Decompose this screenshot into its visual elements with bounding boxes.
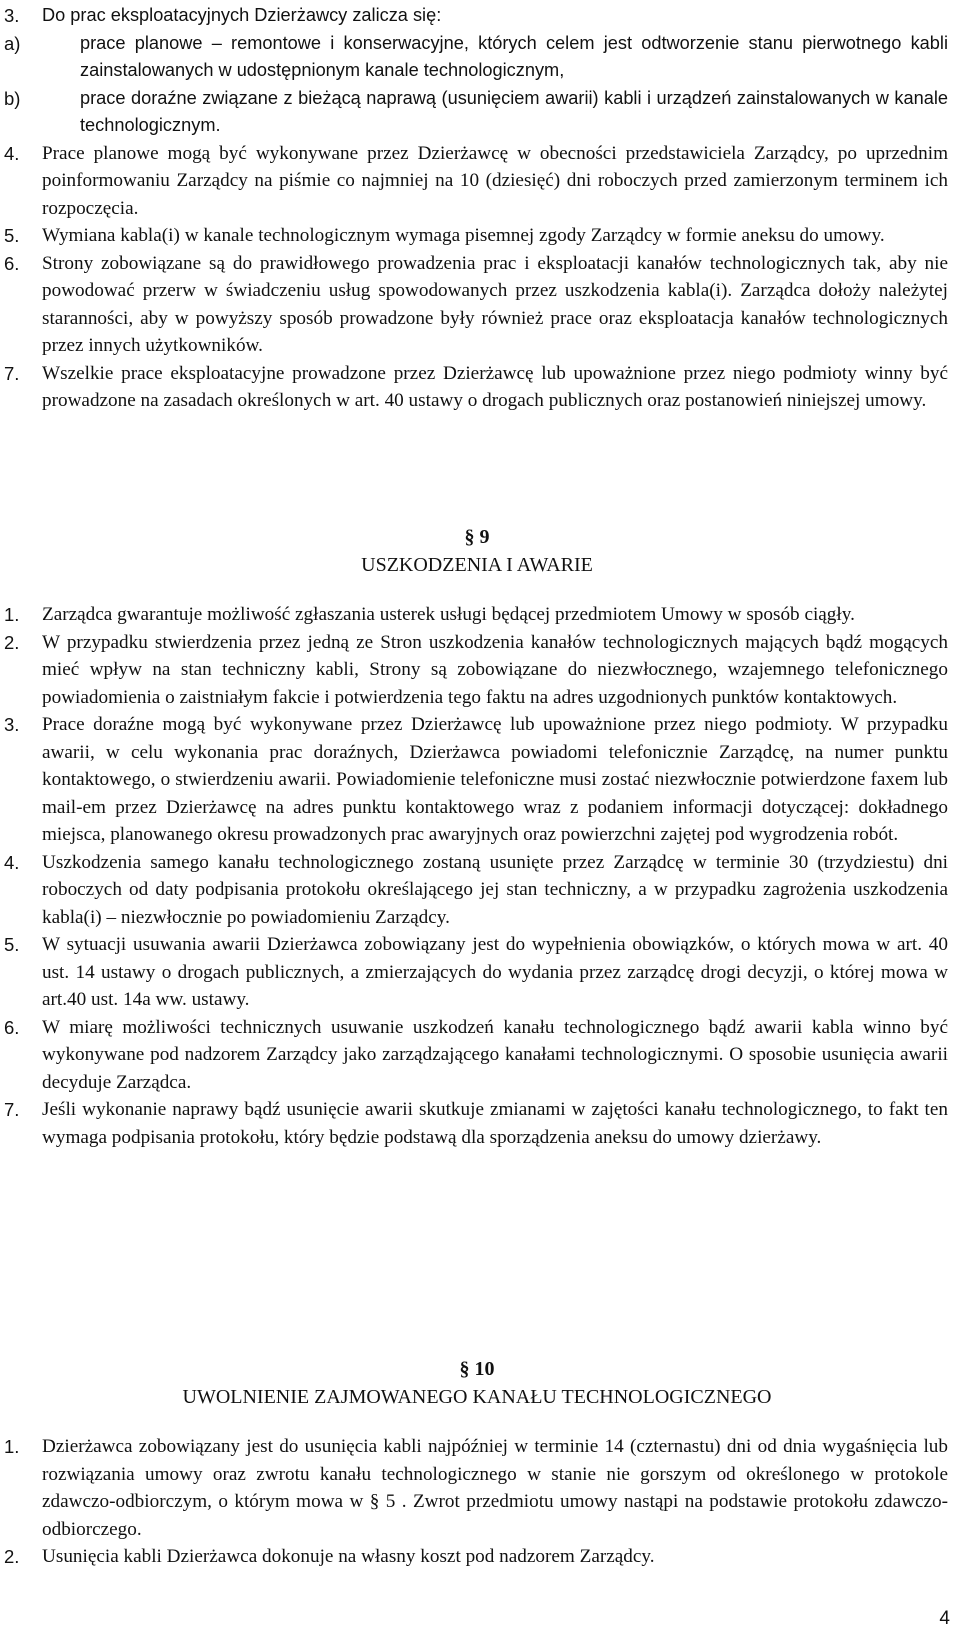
item-text: Wszelkie prace eksploatacyjne prowadzone przez Dzierżawcę lub upoważnione przez niego podmioty winny być prowadzone na zasadach określonych w art. 40 ustawy o drogach publicznych oraz postanowień niniejszej umowy. bbox=[42, 362, 948, 411]
list-item bbox=[0, 931, 954, 1014]
item-number: 1. bbox=[4, 1436, 20, 1457]
list-item bbox=[0, 140, 954, 223]
item-text: Uszkodzenia samego kanału technologicznego zostaną usunięte przez Zarządcę w terminie 30 (trzydziestu) dni roboczych od daty podpisania protokołu określającego jej stan techniczny, a w przypadku zagrożenia uszkodzenia kabla(i) – niezwłocznie po powiadomieniu Zarządcy. bbox=[42, 851, 948, 928]
section-8-continuation bbox=[0, 2, 954, 415]
item-number: 4. bbox=[4, 851, 20, 873]
list-item bbox=[0, 849, 954, 932]
sub-item-letter: b) bbox=[4, 87, 21, 109]
item-number: 3. bbox=[4, 5, 20, 26]
item-number: 1. bbox=[4, 604, 20, 625]
list-item bbox=[0, 2, 954, 140]
list-item bbox=[0, 1096, 954, 1151]
list-item bbox=[0, 360, 954, 415]
sub-item-text: prace planowe – remontowe i konserwacyjne, których celem jest odtworzenie stanu pierwotnego kabli zainstalowanych w udostępnionym kanale technologicznym, bbox=[80, 32, 948, 80]
sub-item-a bbox=[4, 30, 948, 85]
item-text: W przypadku stwierdzenia przez jedną ze Stron uszkodzenia kanałów technologicznych mających bądź mogących mieć wpływ na stan techniczny kabli, Strony są zobowiązane do niezwłocznego, wzajemnego telefonicznego powiadomienia o zaistniałym fakcie i potwierdzenia tego faktu na adres uzgodnionych punktów kontaktowych. bbox=[42, 631, 948, 708]
item-number: 5. bbox=[4, 934, 20, 955]
item-number: 5. bbox=[4, 225, 20, 246]
item-number: 7. bbox=[4, 1099, 20, 1120]
list-item bbox=[0, 711, 954, 849]
list-item bbox=[0, 222, 954, 250]
item-text: Prace doraźne mogą być wykonywane przez Dzierżawcę lub upoważnione przez niego podmioty. W przypadku awarii, w celu wykonania prac doraźnych, Dzierżawca powiadomi telefonicznie Zarządcę, na numer punktu kontaktowego, o stwierdzeniu awarii. Powiadomienie telefoniczne musi zostać niezwłocznie potwierdzone faxem lub mail-em przez Dzierżawcę na adres punktu kontaktowego wraz z podaniem informacji dotyczącej: dokładnego miejsca, planowanego okresu prowadzonych prac awaryjnych oraz powierzchni zajętej pod wygrodzenia robót. bbox=[42, 714, 948, 845]
list-item bbox=[0, 1433, 954, 1543]
item-text: Zarządca gwarantuje możliwość zgłaszania usterek usługi będącej przedmiotem Umowy w sposób ciągły. bbox=[42, 604, 855, 625]
list-item bbox=[0, 629, 954, 712]
list-item bbox=[0, 1014, 954, 1097]
item-text: Prace planowe mogą być wykonywane przez Dzierżawcę w obecności przedstawiciela Zarządcy, po uprzednim poinformowaniu Zarządcy na piśmie co najmniej na 10 (dziesięć) dni roboczych przed zamierzonym terminem ich rozpoczęcia. bbox=[42, 142, 948, 219]
sub-item-b bbox=[4, 85, 948, 140]
item-text: Strony zobowiązane są do prawidłowego prowadzenia prac i eksploatacji kanałów technologicznych tak, aby nie powodować przerw w świadczeniu usług spowodowanych przez uszkodzenia kabla(i). Zarządca dołoży należytej staranności, aby w powyższy sposób prowadzone były również prace oraz eksploatacja kanałów technologicznych przez innych użytkowników. bbox=[42, 252, 948, 356]
item-number: 2. bbox=[4, 1546, 20, 1567]
section-title: UWOLNIENIE ZAJMOWANEGO KANAŁU TECHNOLOGICZNEGO bbox=[182, 1386, 772, 1408]
list-item bbox=[0, 1543, 954, 1571]
item-number: 6. bbox=[4, 252, 20, 274]
item-number: 3. bbox=[4, 714, 20, 735]
item-text: W miarę możliwości technicznych usuwanie uszkodzeń kanału technologicznego bądź awarii kabla winno być wykonywane pod nadzorem Zarządcy jako zarządzającego kanałami technologicznymi. O sposobie usunięcia awarii decyduje Zarządca. bbox=[42, 1016, 948, 1093]
section-heading: § 9 bbox=[464, 526, 490, 548]
sub-item-letter: a) bbox=[4, 32, 21, 54]
section-title: USZKODZENIA I AWARIE bbox=[361, 554, 593, 576]
section-heading: § 10 bbox=[459, 1358, 495, 1380]
item-text: Wymiana kabla(i) w kanale technologicznym wymaga pisemnej zgody Zarządcy w formie aneksu do umowy. bbox=[42, 225, 885, 246]
item-number: 2. bbox=[4, 631, 20, 653]
item-number: 6. bbox=[4, 1016, 20, 1038]
page-number: 4 bbox=[939, 1608, 950, 1629]
section-9 bbox=[0, 523, 954, 1151]
item-text: Jeśli wykonanie naprawy bądź usunięcie awarii skutkuje zmianami w zajętości kanału technologicznego, to fakt ten wymaga podpisania protokołu, który będzie podstawą dla sporządzenia aneksu do umowy dzierżawy. bbox=[42, 1099, 948, 1148]
item-number: 4. bbox=[4, 142, 20, 164]
section-10 bbox=[0, 1355, 954, 1571]
list-item bbox=[0, 601, 954, 629]
item-text: Dzierżawca zobowiązany jest do usunięcia kabli najpóźniej w terminie 14 (czternastu) dni od dnia wygaśnięcia lub rozwiązania umowy oraz zwrotu kanału technologicznego w stanie nie gorszym od określonego w protokole zdawczo-odbiorczym, o którym mowa w § 5 . Zwrot przedmiotu umowy nastąpi na podstawie protokołu zdawczo-odbiorczego. bbox=[42, 1436, 948, 1540]
item-number: 7. bbox=[4, 362, 20, 384]
sub-item-text: prace doraźne związane z bieżącą naprawą (usunięciem awarii) kabli i urządzeń zainstalowanych w kanale technologicznym. bbox=[80, 87, 948, 135]
list-item bbox=[0, 250, 954, 360]
item-text: W sytuacji usuwania awarii Dzierżawca zobowiązany jest do wypełnienia obowiązków, o których mowa w art. 40 ust. 14 ustawy o drogach publicznych, a zmierzających do wydania przez zarządcę drogi decyzji, o której mowa w art.40 ust. 14a ww. ustawy. bbox=[42, 934, 948, 1010]
item-text: Usunięcia kabli Dzierżawca dokonuje na własny koszt pod nadzorem Zarządcy. bbox=[42, 1546, 655, 1567]
item-text: Do prac eksploatacyjnych Dzierżawcy zalicza się: bbox=[42, 5, 442, 25]
